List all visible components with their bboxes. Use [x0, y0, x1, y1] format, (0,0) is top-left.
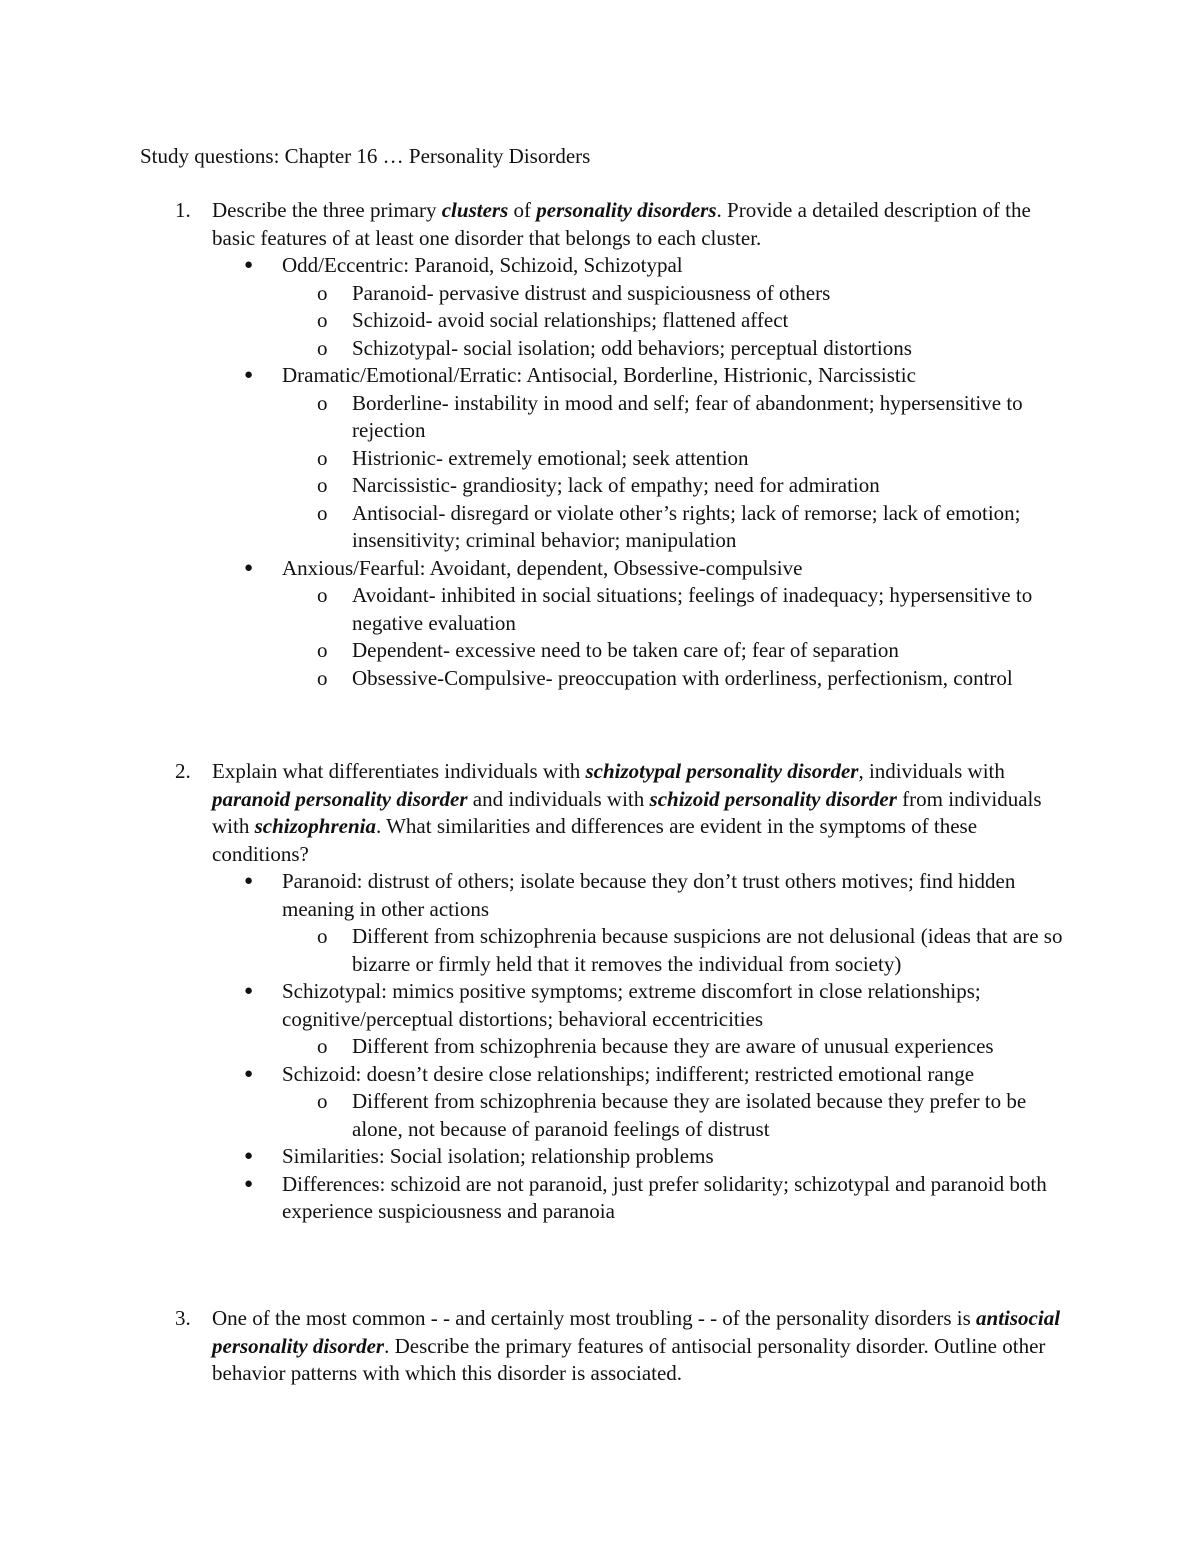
question-2-text: [140, 758, 1070, 868]
sub-item: [140, 500, 1070, 555]
bullet-icon: ●: [244, 983, 254, 999]
sub-item-text: Schizoid- avoid social relationships; flattened affect: [352, 308, 789, 332]
sub-item-text: Schizotypal- social isolation; odd behaviors; perceptual distortions: [352, 335, 912, 360]
sub-bullet-icon: o: [317, 665, 328, 690]
bullet-icon: ●: [244, 873, 254, 889]
bullet-icon: ●: [244, 1175, 254, 1192]
bullet-text: Odd/Eccentric: Paranoid, Schizoid, Schizotypal: [282, 253, 683, 277]
sub-item: [140, 665, 1070, 693]
bullet-icon: ●: [244, 367, 254, 383]
sub-item-text: Different from schizophrenia because suspicions are not delusional (ideas that are so bizarre or firmly held that it removes the individual from society): [352, 924, 1063, 976]
sub-bullet-icon: o: [317, 500, 328, 525]
text-run: . Describe the primary features of antisocial personality disorder. Outline other behavior patterns with which this disorder is associated.: [212, 1333, 1046, 1385]
sub-item-text: Antisocial- disregard or violate other’s rights; lack of remorse; lack of emotion; insensitivity; criminal behavior; manipulation: [352, 500, 1021, 552]
bullet-icon: ●: [244, 1065, 254, 1082]
bullet-item: [140, 362, 1070, 390]
text-run: , individuals with: [858, 759, 1005, 783]
sub-bullet-icon: o: [317, 390, 328, 415]
sub-bullet-icon: o: [317, 308, 328, 332]
sub-item-text: Borderline- instability in mood and self; fear of abandonment; hypersensitive to rejection: [352, 390, 1023, 442]
sub-item: [140, 307, 1070, 335]
sub-item: [140, 1088, 1070, 1143]
sub-item: [140, 637, 1070, 665]
sub-bullet-icon: o: [317, 445, 328, 470]
sub-item-text: Different from schizophrenia because they are isolated because they prefer to be alone, not because of paranoid feelings of distrust: [352, 1089, 1027, 1141]
question-number: 3.: [175, 1306, 191, 1330]
sub-item-text: Different from schizophrenia because they are aware of unusual experiences: [352, 1034, 994, 1058]
emphasis-term: antisocial personality disorder: [212, 1306, 1061, 1358]
question-number: 1.: [175, 198, 191, 222]
bullet-text: Schizotypal: mimics positive symptoms; extreme discomfort in close relationships; cognitive/perceptual distortions; behavioral eccentricities: [282, 979, 981, 1031]
text-run: and individuals with: [467, 786, 650, 811]
sub-item: [140, 280, 1070, 308]
bullet-item: [140, 868, 1070, 923]
emphasis-term: personality disorders: [536, 198, 717, 222]
sub-item-text: Histrionic- extremely emotional; seek attention: [352, 445, 749, 470]
question-number: 2.: [175, 759, 191, 783]
bullet-icon: ●: [244, 257, 254, 273]
text-run: . What similarities and differences are evident in the symptoms of these conditions?: [212, 814, 978, 866]
text-run: Describe the three primary: [212, 198, 442, 222]
bullet-item: [140, 978, 1070, 1033]
emphasis-term: schizoid personality disorder: [649, 786, 897, 811]
bullet-text: Differences: schizoid are not paranoid, just prefer solidarity; schizotypal and paranoid both experience suspiciousness and paranoia: [282, 1171, 1047, 1223]
bullet-item: [140, 1061, 1070, 1089]
bullet-item: [140, 1143, 1070, 1171]
sub-bullet-icon: o: [317, 924, 328, 948]
sub-item: [140, 472, 1070, 500]
bullet-icon: ●: [244, 1148, 254, 1164]
text-run: Explain what differentiates individuals with: [212, 759, 586, 783]
sub-item: [140, 582, 1070, 637]
sub-item: [140, 390, 1070, 445]
emphasis-term: schizophrenia: [254, 814, 376, 838]
bullet-text: Dramatic/Emotional/Erratic: Antisocial, Borderline, Histrionic, Narcissistic: [282, 363, 916, 387]
question-2: [140, 758, 1070, 1226]
sub-item-text: Narcissistic- grandiosity; lack of empathy; need for admiration: [352, 473, 880, 497]
sub-item: [140, 923, 1070, 978]
sub-item: [140, 1033, 1070, 1061]
question-3-text: [140, 1305, 1070, 1388]
sub-bullet-icon: o: [317, 335, 328, 360]
sub-item: [140, 445, 1070, 473]
emphasis-term: paranoid personality disorder: [212, 786, 468, 811]
text-run: from individuals with: [212, 786, 1042, 838]
emphasis-term: clusters: [441, 198, 509, 222]
bullet-text: Anxious/Fearful: Avoidant, dependent, Obsessive-compulsive: [282, 555, 803, 580]
question-1: [140, 197, 1070, 692]
question-1-text: [140, 197, 1070, 252]
sub-bullet-icon: o: [317, 473, 328, 497]
text-run: . Provide a detailed description of the basic features of at least one disorder that belongs to each cluster.: [212, 198, 1031, 250]
sub-bullet-icon: o: [317, 280, 328, 305]
page-title: Study questions: Chapter 16 … Personality Disorders: [140, 144, 591, 168]
sub-bullet-icon: o: [317, 638, 328, 662]
question-3: [140, 1305, 1070, 1388]
bullet-item: [140, 1171, 1070, 1226]
bullet-text: Similarities: Social isolation; relationship problems: [282, 1144, 714, 1168]
sub-item: [140, 335, 1070, 363]
sub-item-text: Obsessive-Compulsive- preoccupation with orderliness, perfectionism, control: [352, 665, 1013, 690]
text-run: of: [508, 198, 537, 222]
sub-item-text: Avoidant- inhibited in social situations; feelings of inadequacy; hypersensitive to negative evaluation: [352, 583, 1033, 635]
bullet-item: [140, 252, 1070, 280]
sub-bullet-icon: o: [317, 583, 328, 607]
sub-item-text: Dependent- excessive need to be taken care of; fear of separation: [352, 638, 899, 662]
emphasis-term: schizotypal personality disorder: [585, 759, 859, 783]
sub-item-text: Paranoid- pervasive distrust and suspiciousness of others: [352, 280, 831, 305]
bullet-icon: ●: [244, 559, 254, 576]
bullet-text: Paranoid: distrust of others; isolate because they don’t trust others motives; find hidden meaning in other actions: [282, 869, 1016, 921]
bullet-text: Schizoid: doesn’t desire close relationships; indifferent; restricted emotional range: [282, 1061, 975, 1086]
text-run: One of the most common - - and certainly most troubling - - of the personality disorders is: [212, 1306, 977, 1330]
bullet-item: [140, 555, 1070, 583]
sub-bullet-icon: o: [317, 1034, 328, 1058]
sub-bullet-icon: o: [317, 1089, 328, 1113]
